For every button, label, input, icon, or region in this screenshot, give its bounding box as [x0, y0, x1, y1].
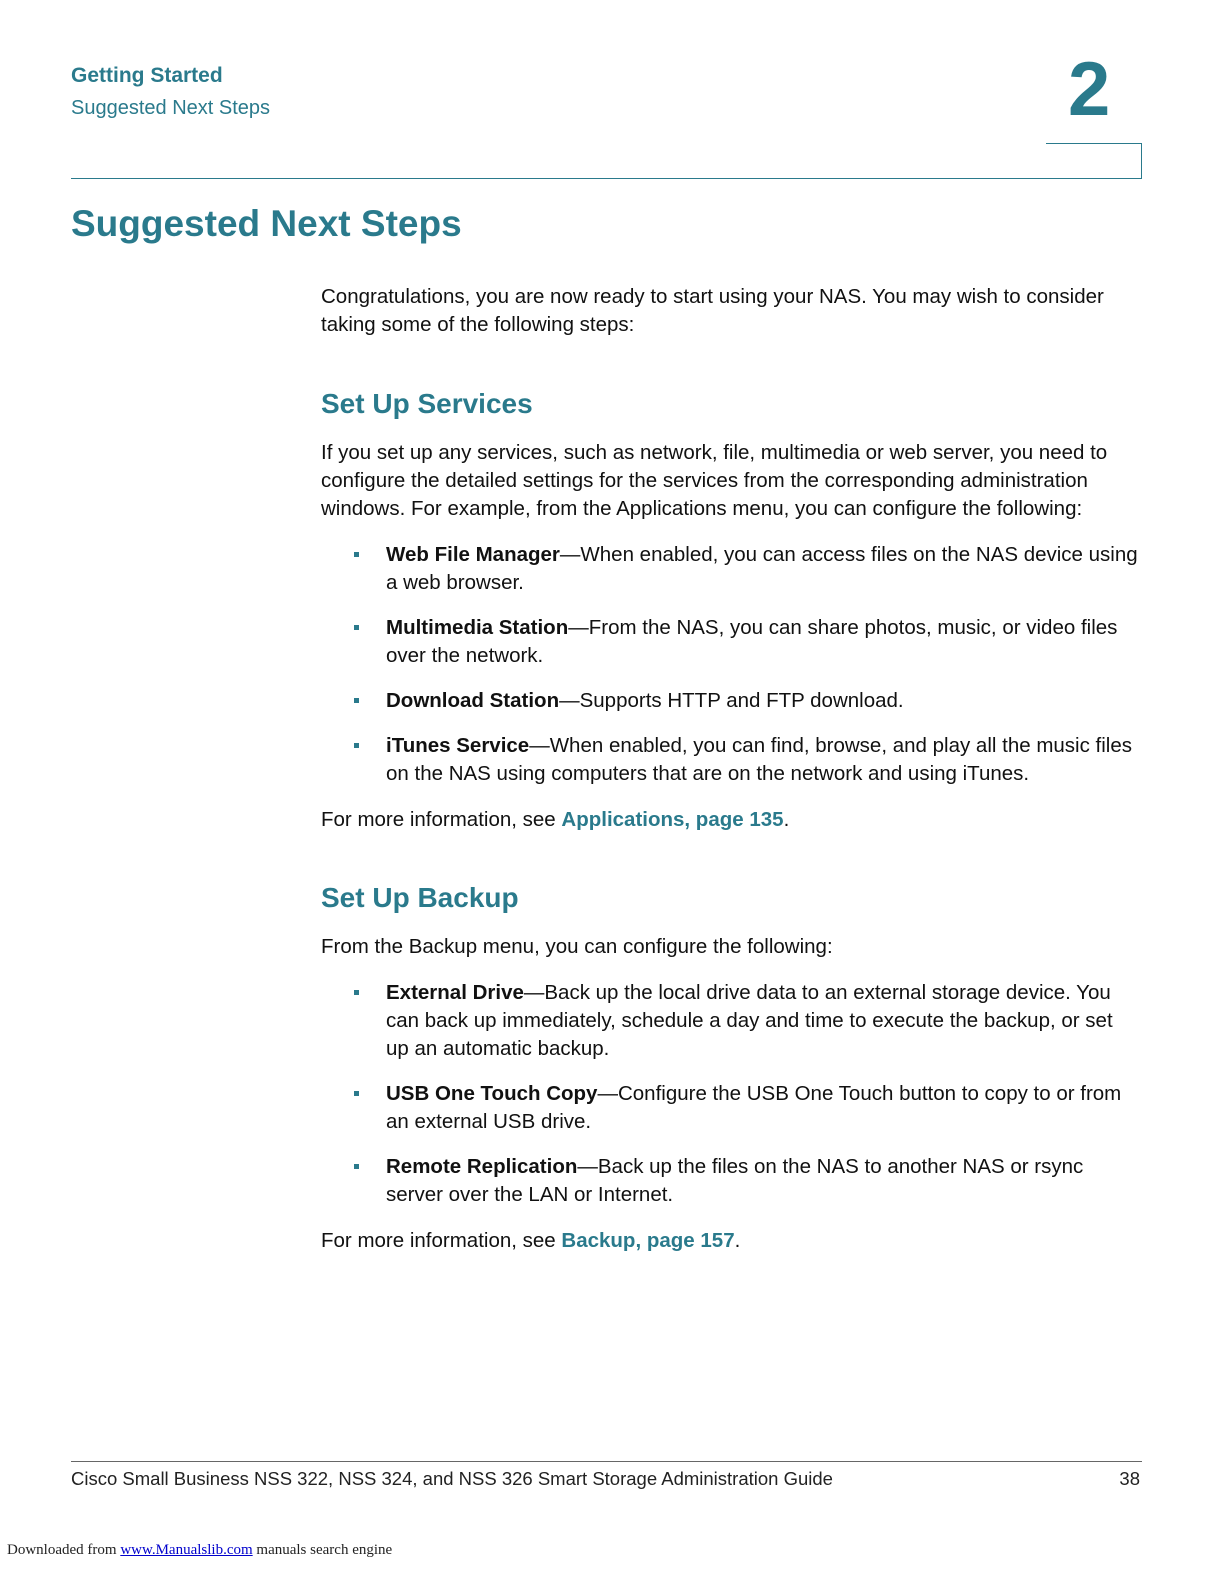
- chapter-tab-box: [1046, 143, 1142, 179]
- download-prefix: Downloaded from: [7, 1542, 121, 1558]
- more-suffix: .: [734, 1229, 741, 1252]
- item-term: External Drive: [386, 981, 524, 1004]
- list-item: [321, 732, 1141, 788]
- main-content: [321, 283, 1141, 1301]
- backup-list: [321, 979, 1141, 1209]
- footer-doc-title: Cisco Small Business NSS 322, NSS 324, and NSS 326 Smart Storage Administration Guide: [71, 1468, 833, 1489]
- backup-heading: Set Up Backup: [321, 882, 519, 913]
- item-desc: —Back up the local drive data to an external storage device. You can back up immediately, schedule a day and time to execute the backup, or set up an automatic backup.: [386, 981, 1113, 1060]
- item-term: USB One Touch Copy: [386, 1082, 598, 1105]
- more-prefix: For more information, see: [321, 808, 562, 831]
- item-term: Remote Replication: [386, 1155, 578, 1178]
- page-number: 38: [1119, 1468, 1140, 1489]
- services-heading: Set Up Services: [321, 388, 533, 419]
- bullet-icon: [354, 698, 359, 703]
- section-title: Suggested Next Steps: [71, 97, 271, 119]
- list-item: [321, 1153, 1141, 1209]
- item-desc: —When enabled, you can find, browse, and play all the music files on the NAS using computers that are on the network and using iTunes.: [386, 734, 1133, 785]
- download-suffix: manuals search engine: [252, 1542, 393, 1558]
- page-title: Suggested Next Steps: [71, 203, 462, 244]
- header-divider: [71, 178, 1142, 179]
- list-item: [321, 614, 1141, 670]
- item-desc: —Back up the files on the NAS to another NAS or rsync server over the LAN or Internet.: [386, 1155, 1084, 1206]
- backup-more-info: [321, 1227, 1141, 1255]
- bullet-icon: [354, 743, 359, 748]
- item-desc: —When enabled, you can access files on the NAS device using a web browser.: [386, 543, 1138, 594]
- backup-link[interactable]: Backup, page 157: [561, 1229, 735, 1252]
- services-more-info: [321, 806, 1141, 834]
- bullet-icon: [354, 990, 359, 995]
- list-item: [321, 541, 1141, 597]
- item-term: iTunes Service: [386, 734, 530, 757]
- more-prefix: For more information, see: [321, 1229, 562, 1252]
- services-list: [321, 541, 1141, 788]
- item-term: Download Station: [386, 689, 560, 712]
- bullet-icon: [354, 1164, 359, 1169]
- bullet-icon: [354, 552, 359, 557]
- bullet-icon: [354, 1091, 359, 1096]
- backup-paragraph: From the Backup menu, you can configure the following:: [321, 935, 833, 958]
- download-notice: [7, 1542, 392, 1559]
- chapter-title: Getting Started: [71, 64, 223, 87]
- list-item: [321, 979, 1141, 1063]
- item-term: Web File Manager: [386, 543, 560, 566]
- services-paragraph: If you set up any services, such as network, file, multimedia or web server, you need to configure the detailed settings for the services from the corresponding administration windows. For example, from the Applications menu, you can configure the following:: [321, 441, 1108, 520]
- bullet-icon: [354, 625, 359, 630]
- more-suffix: .: [783, 808, 790, 831]
- footer-divider: [71, 1461, 1142, 1462]
- chapter-number: 2: [1068, 47, 1111, 132]
- item-desc: —Configure the USB One Touch button to copy to or from an external USB drive.: [386, 1082, 1122, 1133]
- list-item: [321, 687, 1141, 715]
- intro-paragraph: Congratulations, you are now ready to start using your NAS. You may wish to consider taking some of the following steps:: [321, 285, 1104, 336]
- item-desc: —Supports HTTP and FTP download.: [559, 689, 904, 712]
- manualslib-link[interactable]: www.Manualslib.com: [120, 1542, 253, 1558]
- list-item: [321, 1080, 1141, 1136]
- item-term: Multimedia Station: [386, 616, 569, 639]
- item-desc: —From the NAS, you can share photos, music, or video files over the network.: [386, 616, 1118, 667]
- applications-link[interactable]: Applications, page 135: [561, 808, 784, 831]
